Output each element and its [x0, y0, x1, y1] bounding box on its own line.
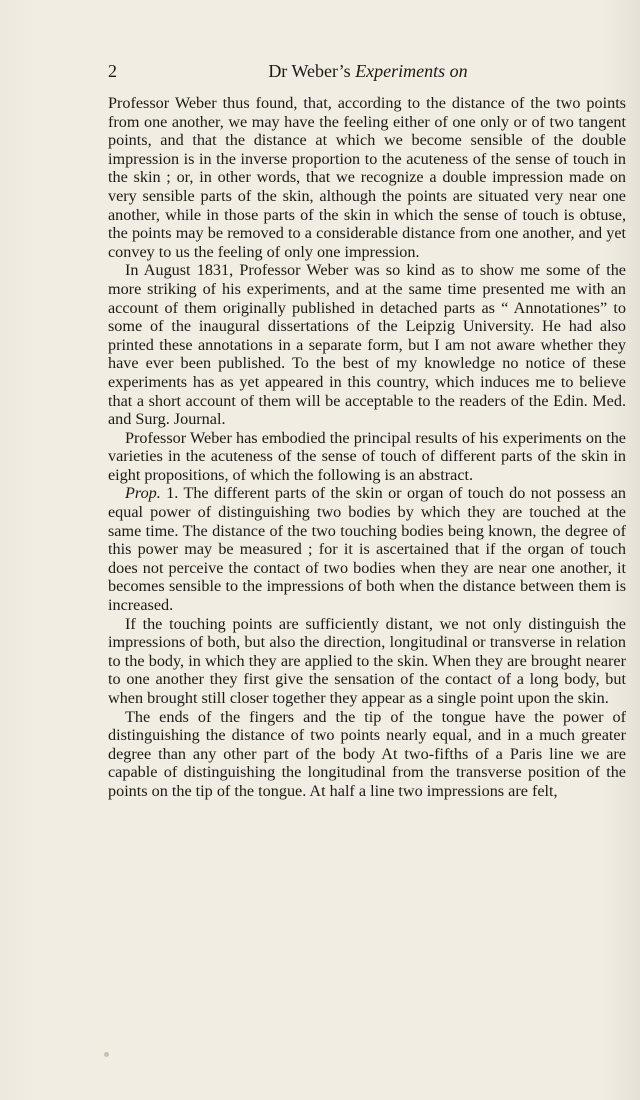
page-number: 2: [108, 61, 117, 81]
paragraph-1: Professor Weber thus found, that, according to the distance of the two points from one another, we may have the feeling either of one only or of two tangent points, and that the distance at which we become sensible of the double impression is in the inverse proportion to the acuteness of the sense of touch in the skin ; or, in other words, that we recognize a double impression made on very sensible parts of the skin, although the points are situated very near one another, while in those parts of the skin in which the sense of touch is obtuse, the points may be removed to a considerable distance from one another, and yet convey to us the feeling of only one impression.: [108, 94, 626, 261]
paragraph-6: The ends of the fingers and the tip of the tongue have the power of distinguishing the distance of two points nearly equal, and in a much greater degree than any other part of the body At two-fifths of a Paris line we are capable of distinguishing the longitudinal from the transverse position of the points on the tip of the tongue. At half a line two impressions are felt,: [108, 707, 626, 800]
body-text: [108, 94, 626, 801]
proposition-text: 1. The different parts of the skin or organ of touch do not possess an equal power of distinguishing two bodies by which they are touched at the same time. The distance of the two touching bodies being known, the degree of this power may be measured ; for it is ascertained that if the organ of touch does not perceive the contact of two bodies when they are near one another, it becomes sensible to the impressions of both when the distance between them is increased.: [108, 484, 626, 615]
paragraph-5: If the touching points are sufficiently distant, we not only distinguish the impressions of both, but also the direction, longitudinal or transverse in relation to the body, in which they are applied to the skin. When they are brought nearer to one another they first give the sensation of the contact of a long body, but when brought still closer together they appear as a single point upon the skin.: [108, 614, 626, 707]
running-head-italic: Experiments on: [355, 61, 468, 81]
paragraph-2: In August 1831, Professor Weber was so kind as to show me some of the more striking of his experiments, and at the same time presented me with an account of them originally published in detached parts as “ Annotationes” to some of the inaugural dissertations of the Leipzig University. He had also printed these annotations in a separate form, but I am not aware whether they have ever been published. To the best of my knowledge no notice of these experiments has as yet appeared in this country, which induces me to believe that a short account of them will be acceptable to the readers of the Edin. Med. and Surg. Journal.: [108, 261, 626, 429]
paragraph-prop-1: [108, 484, 626, 614]
running-head-prefix: Dr Weber’s: [268, 61, 356, 81]
paragraph-3: Professor Weber has embodied the principal results of his experiments on the varieties in the acuteness of the sense of touch of different parts of the skin in eight propositions, of which the following is an abstract.: [108, 428, 626, 484]
page-header: [108, 60, 628, 84]
paper-speck: [104, 1052, 109, 1057]
running-head: [108, 60, 628, 82]
proposition-label: Prop.: [125, 484, 161, 503]
